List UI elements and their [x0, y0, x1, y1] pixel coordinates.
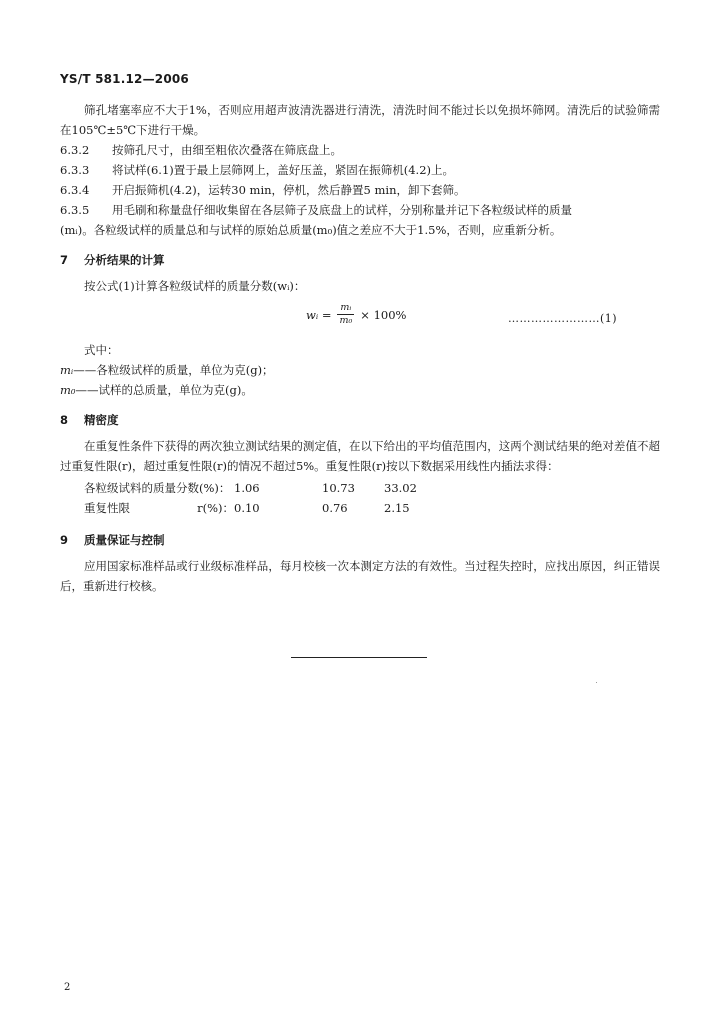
table-cell: 10.73	[322, 481, 355, 495]
section-title: 分析结果的计算	[84, 253, 165, 267]
table-row-label	[84, 498, 234, 518]
table-cell: 2.15	[384, 501, 410, 515]
end-of-document-rule	[291, 657, 427, 658]
section-8-paragraph: 在重复性条件下获得的两次独立测试结果的测定值，在以下给出的平均值范围内，这两个测试结果的绝对差值不超过重复性限(r)，超过重复性限(r)的情况不超过5%。重复性限(r)按以下数据采用线性内插法求得：	[60, 439, 660, 473]
clause-6-3-5-continued: (mᵢ)。各粒级试样的质量总和与试样的原始总质量(m₀)值之差应不大于1.5%，否则，应重新分析。	[60, 223, 562, 237]
variable-description: ——各粒级试样的质量，单位为克(g)；	[73, 363, 274, 377]
clause-6-3-4	[60, 180, 660, 200]
intro-paragraph: 筛孔堵塞率应不大于1%，否则应用超声波清洗器进行清洗，清洗时间不能过长以免损坏筛网。清洗后的试验筛需在105℃±5℃下进行干燥。	[60, 103, 660, 137]
mass-fraction-label: 各粒级试料的质量分数(%)：	[84, 481, 231, 495]
page-number: 2	[64, 982, 71, 993]
repeatability-symbol: r(%)：	[197, 501, 234, 515]
section-7-heading	[60, 250, 660, 270]
scan-speck	[596, 682, 597, 683]
section-title: 精密度	[84, 413, 119, 427]
section-7-intro: 按公式(1)计算各粒级试样的质量分数(wᵢ)：	[84, 279, 306, 293]
clause-number: 6.3.4	[60, 183, 90, 197]
standard-number-header: YS/T 581.12—2006	[60, 72, 189, 86]
section-9-heading	[60, 530, 660, 550]
clause-number: 6.3.2	[60, 143, 90, 157]
table-cell: 0.76	[322, 501, 348, 515]
formula-number: ……………………(1)	[508, 312, 618, 325]
formula-expression	[306, 302, 406, 327]
variable-description: ——试样的总质量，单位为克(g)。	[75, 383, 253, 397]
section-8-heading	[60, 410, 660, 430]
table-row	[84, 478, 444, 498]
table-cell: 0.10	[234, 501, 260, 515]
section-number: 9	[60, 533, 69, 547]
clause-text: 将试样(6.1)置于最上层筛网上，盖好压盖，紧固在振筛机(4.2)上。	[112, 163, 455, 177]
variable-symbol: m₀	[60, 383, 76, 397]
clause-text: 按筛孔尺寸，由细至粗依次叠落在筛底盘上。	[112, 143, 342, 157]
section-9-paragraph: 应用国家标准样品或行业级标准样品，每月校核一次本测定方法的有效性。当过程失控时，应找出原因，纠正错误后，重新进行校核。	[60, 559, 660, 593]
clause-6-3-5	[60, 200, 660, 220]
where-item-mi	[60, 360, 660, 380]
clause-text: 开启振筛机(4.2)，运转30 min，停机，然后静置5 min，卸下套筛。	[112, 183, 466, 197]
clause-6-3-2	[60, 140, 660, 160]
clause-number: 6.3.3	[60, 163, 90, 177]
formula-fraction	[337, 302, 354, 327]
table-row-label	[84, 478, 234, 498]
where-label: 式中：	[84, 343, 119, 357]
variable-symbol: mᵢ	[60, 363, 74, 377]
where-item-m0	[60, 380, 660, 400]
document-body	[60, 100, 660, 596]
section-title: 质量保证与控制	[84, 533, 165, 547]
clause-text: 用毛刷和称量盘仔细收集留在各层筛子及底盘上的试样，分别称量并记下各粒级试样的质量	[112, 203, 572, 217]
section-number: 8	[60, 413, 69, 427]
formula-denominator: m₀	[339, 315, 353, 326]
repeatability-table	[84, 478, 444, 518]
formula-numerator: mᵢ	[340, 302, 352, 313]
table-cell: 33.02	[384, 481, 417, 495]
section-number: 7	[60, 253, 69, 267]
clause-number: 6.3.5	[60, 203, 90, 217]
formula-rhs: × 100%	[360, 307, 407, 322]
table-cell: 1.06	[234, 481, 260, 495]
formula-1	[60, 300, 660, 334]
repeatability-label: 重复性限	[84, 501, 130, 515]
formula-lhs: wᵢ =	[306, 307, 332, 322]
table-row	[84, 498, 444, 518]
clause-6-3-3	[60, 160, 660, 180]
